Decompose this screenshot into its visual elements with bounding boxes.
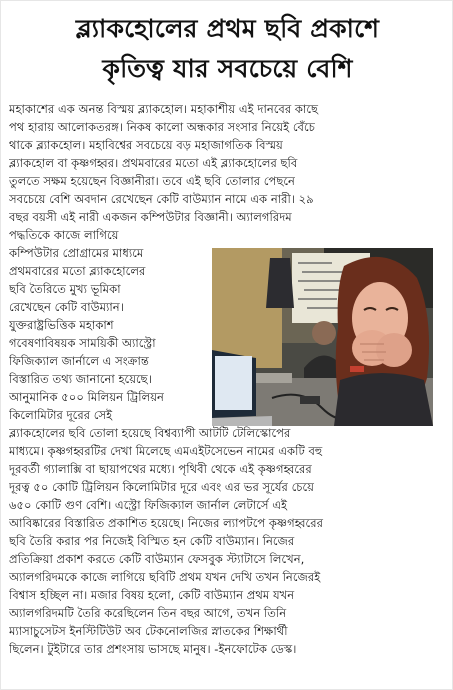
- article-photo: [212, 248, 433, 426]
- body-line: দূরবর্তী গ্যালাক্সি বা ছায়াপথের মধ্যে। পৃথিবী থেকে এই কৃষ্ণগহ্বরের: [9, 462, 312, 476]
- body-line: দূরত্ব ৫০ কোটি ট্রিলিয়ন কিলোমিটার দূরে এবং এর ভর সূর্যের চেয়ে: [9, 480, 315, 494]
- body-line: মাধ্যমে। কৃষ্ণগহ্বরটির দেখা মিলেছে এমএইটসেভেন নামের একটি বহু: [9, 444, 323, 458]
- body-line: ৬৫০ কোটি গুণ বেশি। এস্ট্রো ফিজিক্যাল জার্নাল লেটার্সে এই: [9, 498, 288, 512]
- body-line: ফিজিক্যাল জার্নালে এ সংক্রান্ত: [9, 354, 149, 368]
- body-line: ব্ল্যাকহোল বা কৃষ্ণগহ্বর। প্রথমবারের মতো এই ব্ল্যাকহোলের ছবি: [9, 156, 298, 170]
- body-line: রেখেছেন কেটি বাউম্যান।: [9, 300, 124, 314]
- body-line: ছিলেন। টুইটারে তার প্রশংসায় ভাসছে মানুষ। -ইনফোটেক ডেস্ক।: [9, 642, 297, 656]
- headline-line-2: কৃতিত্ব যার সবচেয়ে বেশি: [102, 54, 353, 83]
- body-line: বিশ্বাস হচ্ছিল না। মজার বিষয় হলো, কেটি বাউম্যান প্রথম যখন: [9, 588, 295, 602]
- body-line: পদ্ধতিকে কাজে লাগিয়ে: [9, 228, 119, 242]
- body-line: অ্যালগরিদমকে কাজে লাগিয়ে ছবিটি প্রথম যখন দেখি তখন নিজেরই: [9, 570, 321, 584]
- body-line: আবিষ্কারের বিস্তারিত প্রকাশিত হয়েছে। নিজের ল্যাপটপে কৃষ্ণগহ্বরের: [9, 516, 323, 530]
- body-line: অ্যালগরিদমটি তৈরি করেছিলেন তিন বছর আগে, তখন তিনি: [9, 606, 287, 620]
- body-line: গবেষণাবিষয়ক সাময়িকী অ্যাস্ট্রো: [9, 336, 156, 350]
- body-line: কিলোমিটার দূরের সেই: [9, 408, 113, 422]
- body-line: মহাকাশের এক অনন্ত বিস্ময় ব্ল্যাকহোল। মহাকাশীয় এই দানবের কাছে: [9, 102, 319, 116]
- body-line: ম্যাসাচুসেটস ইনস্টিটিউট অব টেকনোলজির স্নাতকের শিক্ষার্থী: [9, 624, 288, 638]
- body-line: কম্পিউটার প্রোগ্রামের মাধ্যমে: [9, 246, 144, 260]
- body-line: ছবি তৈরিতে মুখ্য ভূমিকা: [9, 282, 121, 296]
- body-line: ব্ল্যাকহোলের ছবি তোলা হয়েছে বিশ্বব্যাপী আটটি টেলিস্কোপের: [9, 426, 291, 440]
- body-line: থাকে ব্ল্যাকহোল। মহাবিশ্বের সবচেয়ে বড় মহাজাগতিক বিস্ময়: [9, 138, 283, 152]
- body-line: সবচেয়ে বেশি অবদান রেখেছেন কেটি বাউম্যান নামে এক নারী। ২৯: [9, 192, 314, 206]
- body-line: বছর বয়সী এই নারী একজন কম্পিউটার বিজ্ঞানী। অ্যালগরিদম: [9, 210, 292, 224]
- body-line: বিস্তারিত তথ্য জানানো হয়েছে।: [9, 372, 152, 386]
- body-line: যুক্তরাষ্ট্রভিত্তিক মহাকাশ: [9, 318, 114, 332]
- body-line: তুলতে সক্ষম হয়েছেন বিজ্ঞানীরা। তবে এই ছবি তোলার পেছনে: [9, 174, 295, 188]
- body-line: পথ হারায় আলোকতরঙ্গ। নিকষ কালো অন্ধকার সংসার নিয়েই বেঁচে: [9, 120, 315, 134]
- body-line: ছবি তৈরি করার পর নিজেই বিস্মিত হন কেটি বাউম্যান। নিজের: [9, 534, 295, 548]
- headline-line-1: ব্ল্যাকহোলের প্রথম ছবি প্রকাশে: [75, 14, 380, 43]
- body-line: আনুমানিক ৫০০ মিলিয়ন ট্রিলিয়ন: [9, 390, 164, 404]
- body-line: প্রতিক্রিয়া প্রকাশ করতে কেটি বাউম্যান ফেসবুক স্ট্যাটাসে লিখেন,: [9, 552, 305, 566]
- body-line: প্রথমবারের মতো ব্ল্যাকহোলের: [9, 264, 146, 278]
